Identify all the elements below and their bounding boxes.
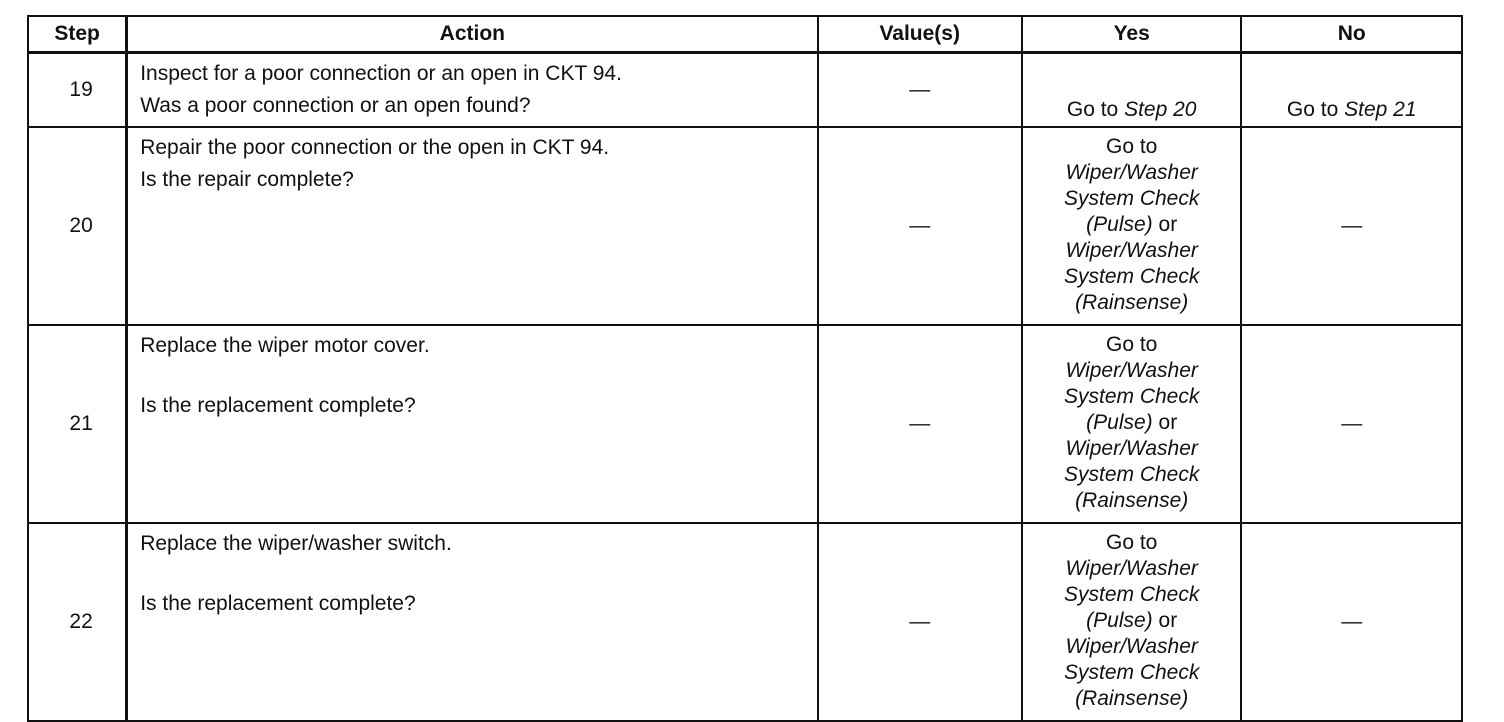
no-cell: Go to Step 21 <box>1241 53 1462 128</box>
no-cell <box>1241 523 1462 721</box>
value-dash: — <box>909 610 931 633</box>
yes-cell: Go to Step 20 <box>1022 53 1242 128</box>
action-cell <box>127 127 818 325</box>
action-instruction: Inspect for a poor connection or an open in CKT 94. <box>140 62 622 85</box>
value-dash: — <box>909 214 931 237</box>
value-cell <box>818 127 1022 325</box>
step-number: 22 <box>28 523 127 721</box>
table-header-row <box>28 16 1462 53</box>
yes-step-link[interactable]: Step 20 <box>1124 98 1197 121</box>
yes-cell: Go to Wiper/Washer System Check (Pulse) or Wiper/Washer System Check (Rainsense) <box>1022 127 1242 325</box>
value-dash: — <box>909 412 931 435</box>
action-question: Is the replacement complete? <box>140 394 416 417</box>
action-cell <box>127 523 818 721</box>
yes-link[interactable]: Wiper/Washer <box>1065 161 1198 184</box>
header-no: No <box>1241 16 1462 53</box>
no-dash: — <box>1341 214 1363 237</box>
header-step: Step <box>28 16 127 53</box>
action-instruction: Replace the wiper motor cover. <box>140 334 430 357</box>
yes-link[interactable]: Wiper/Washer <box>1065 557 1198 580</box>
header-action: Action <box>127 16 818 53</box>
no-dash: — <box>1341 412 1363 435</box>
no-cell <box>1241 127 1462 325</box>
table-row <box>28 53 1462 128</box>
action-cell <box>127 325 818 523</box>
yes-cell: Go to Wiper/Washer System Check (Pulse) or Wiper/Washer System Check (Rainsense) <box>1022 523 1242 721</box>
step-number: 20 <box>28 127 127 325</box>
yes-link[interactable]: Wiper/Washer <box>1065 359 1198 382</box>
value-cell <box>818 325 1022 523</box>
header-yes: Yes <box>1022 16 1242 53</box>
action-question: Was a poor connection or an open found? <box>140 94 531 117</box>
yes-cell: Go to Wiper/Washer System Check (Pulse) or Wiper/Washer System Check (Rainsense) <box>1022 325 1242 523</box>
table-row <box>28 127 1462 325</box>
value-cell <box>818 53 1022 128</box>
action-instruction: Repair the poor connection or the open in CKT 94. <box>140 136 610 159</box>
table-row <box>28 523 1462 721</box>
action-instruction: Replace the wiper/washer switch. <box>140 532 452 555</box>
action-question: Is the repair complete? <box>140 168 354 191</box>
no-step-link[interactable]: Step 21 <box>1344 98 1417 121</box>
action-cell <box>127 53 818 128</box>
table-row <box>28 325 1462 523</box>
header-values: Value(s) <box>818 16 1022 53</box>
value-dash: — <box>909 78 931 101</box>
no-dash: — <box>1341 610 1363 633</box>
value-cell <box>818 523 1022 721</box>
step-number: 21 <box>28 325 127 523</box>
diagnostic-table <box>27 15 1463 722</box>
no-cell <box>1241 325 1462 523</box>
action-question: Is the replacement complete? <box>140 592 416 615</box>
step-number: 19 <box>28 53 127 128</box>
